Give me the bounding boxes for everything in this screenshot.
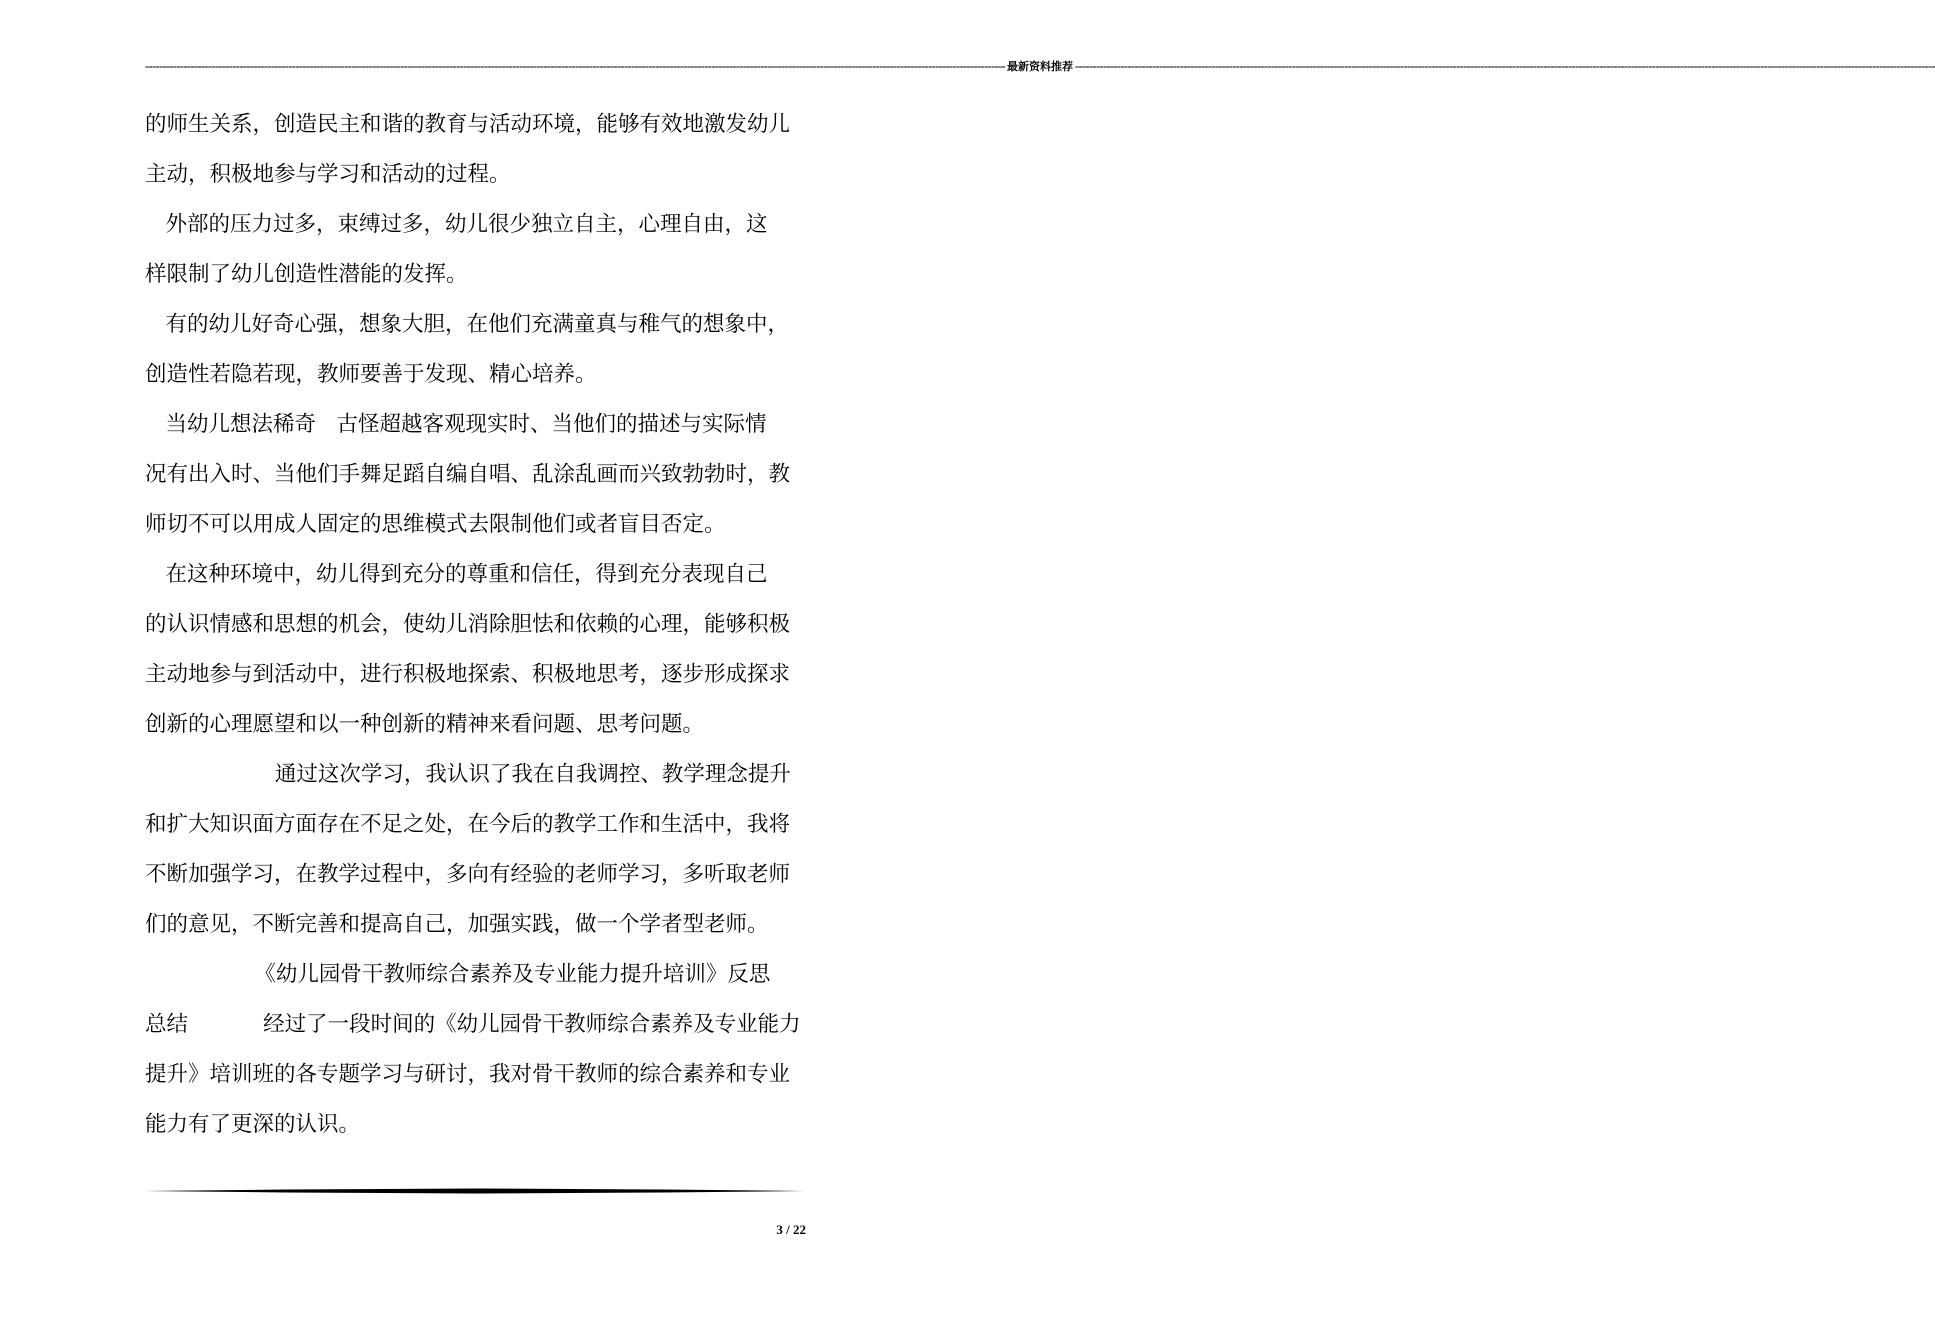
- text-line: 有的幼儿好奇心强，想象大胆，在他们充满童真与稚气的想象中，: [145, 312, 790, 337]
- header-dashes-right: ------------------------------------------------------------------------------------------------------------------------------------------------------------------------------------------------------------------------------------------------------: [1075, 58, 1935, 73]
- text-line: 通过这次学习，我认识了我在自我调控、教学理念提升: [145, 762, 791, 787]
- text-line: 况有出入时、当他们手舞足蹈自编自唱、乱涂乱画而兴致勃勃时，教: [145, 462, 791, 487]
- text-line: 样限制了幼儿创造性潜能的发挥。: [145, 262, 468, 287]
- page-header: [145, 58, 1935, 74]
- text-line: 的师生关系，创造民主和谐的教育与活动环境，能够有效地激发幼儿: [145, 112, 791, 137]
- text-line: 《幼儿园骨干教师综合素养及专业能力提升培训》反思: [145, 962, 771, 987]
- text-line: 总结 经过了一段时间的《幼儿园骨干教师综合素养及专业能力: [145, 1012, 801, 1037]
- header-title: 最新资料推荐: [1007, 60, 1074, 73]
- footer-divider: [145, 1188, 805, 1194]
- text-line: 当幼儿想法稀奇 古怪超越客观现实时、当他们的描述与实际情: [145, 412, 767, 437]
- text-line: 的认识情感和思想的机会，使幼儿消除胆怯和依赖的心理，能够积极: [145, 612, 791, 637]
- text-line: 主动地参与到活动中，进行积极地探索、积极地思考，逐步形成探求: [145, 662, 791, 687]
- document-body: [145, 100, 820, 1150]
- text-line: 主动，积极地参与学习和活动的过程。: [145, 162, 511, 187]
- text-line: 不断加强学习，在教学过程中，多向有经验的老师学习，多听取老师: [145, 862, 791, 887]
- text-line: 外部的压力过多，束缚过多，幼儿很少独立自主，心理自由，这: [145, 212, 768, 237]
- text-line: 们的意见，不断完善和提高自己，加强实践，做一个学者型老师。: [145, 912, 769, 937]
- text-line: 师切不可以用成人固定的思维模式去限制他们或者盲目否定。: [145, 512, 726, 537]
- text-line: 创造性若隐若现，教师要善于发现、精心培养。: [145, 362, 597, 387]
- header-dashes-left: ------------------------------------------------------------------------------------------------------------------------------------------------------------------------------------------------------------------------------------------------------: [145, 58, 1006, 73]
- text-line: 能力有了更深的认识。: [145, 1112, 361, 1137]
- text-line: 创新的心理愿望和以一种创新的精神来看问题、思考问题。: [145, 712, 705, 737]
- text-line: 和扩大知识面方面存在不足之处，在今后的教学工作和生活中，我将: [145, 812, 791, 837]
- page-number: 3 / 22: [776, 1222, 806, 1237]
- text-line: 提升》培训班的各专题学习与研讨，我对骨干教师的综合素养和专业: [145, 1062, 791, 1087]
- text-line: 在这种环境中，幼儿得到充分的尊重和信任，得到充分表现自己: [145, 562, 768, 587]
